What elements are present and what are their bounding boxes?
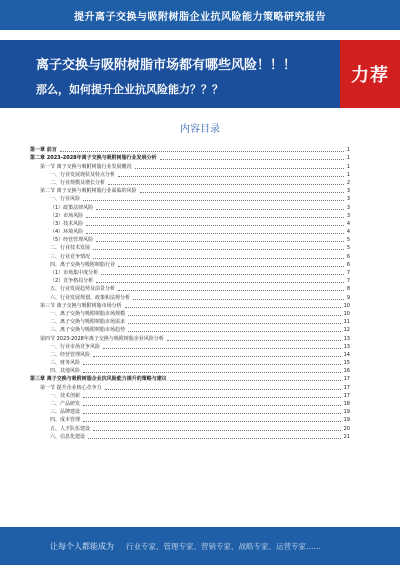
toc-leader-dots (93, 356, 341, 357)
toc-page-number: 3 (346, 212, 350, 219)
toc-page-number: 1 (346, 163, 350, 170)
toc-entry[interactable] (30, 375, 350, 383)
toc-entry[interactable] (30, 400, 350, 408)
toc-leader-dots (83, 413, 341, 414)
toc-entry-text: 二、经营管理风险 (50, 351, 91, 358)
toc-entry-text: 五、行业发展趋势及前景分析 (50, 286, 116, 293)
report-title: 提升离子交换与吸附树脂企业抗风险能力策略研究报告 (74, 11, 326, 23)
toc-entry-text: 三、品牌建设 (50, 409, 81, 416)
toc-entry-text: 第一章 前言 (30, 147, 57, 154)
toc-leader-dots (83, 372, 341, 373)
toc-entry[interactable] (30, 261, 350, 269)
toc-page-number: 4 (346, 229, 350, 236)
toc-page-number: 7 (346, 278, 350, 285)
toc-leader-dots (83, 397, 341, 398)
toc-entry[interactable] (30, 351, 350, 359)
toc-entry-text: 一、技术创新 (50, 392, 81, 399)
toc-entry[interactable] (30, 244, 350, 252)
toc-entry-text: 三、行业竞争情况 (50, 253, 91, 260)
footer-left-text: 让每个人都能成为 (50, 541, 114, 551)
toc-page-number: 13 (343, 343, 350, 350)
table-of-contents (30, 146, 350, 441)
toc-entry-text: 第二章 2023-2028年离子交换与吸附树脂行业发展分析 (30, 155, 157, 162)
toc-page-number: 15 (343, 360, 350, 367)
toc-leader-dots (167, 340, 341, 341)
toc-entry-text: 三、离子交换与吸附树脂市场趋势 (50, 327, 126, 334)
toc-leader-dots (88, 438, 341, 439)
toc-entry[interactable] (30, 326, 350, 334)
toc-leader-dots (105, 389, 341, 390)
toc-page-number: 8 (346, 286, 350, 293)
toc-entry[interactable] (30, 187, 350, 195)
toc-entry-text: （1）政策法律风险 (50, 204, 94, 211)
toc-entry[interactable] (30, 424, 350, 432)
toc-page-number: 17 (343, 384, 350, 391)
toc-entry[interactable] (30, 162, 350, 170)
toc-leader-dots (118, 176, 344, 177)
toc-title: 内容目录 (180, 124, 220, 135)
toc-leader-dots (83, 421, 341, 422)
toc-page-number: 18 (343, 401, 350, 407)
toc-entry[interactable] (30, 179, 350, 187)
toc-page-number: 19 (343, 409, 350, 416)
toc-entry[interactable] (30, 154, 350, 162)
recommend-badge: 力荐 (340, 40, 400, 108)
toc-leader-dots (83, 200, 344, 201)
toc-page-number: 4 (346, 220, 350, 227)
toc-entry-text: 二、产品研发 (50, 401, 81, 407)
toc-leader-dots (101, 274, 344, 275)
toc-entry[interactable] (30, 252, 350, 260)
toc-entry-text: （2）竞争格局分析 (50, 278, 94, 285)
toc-page-number: 10 (343, 310, 350, 317)
toc-leader-dots (108, 184, 344, 185)
toc-entry[interactable] (30, 310, 350, 318)
toc-page-number: 21 (343, 433, 350, 440)
footer-banner (0, 527, 400, 565)
toc-entry-text: （4）环境风险 (50, 229, 84, 236)
toc-entry[interactable] (30, 343, 350, 351)
toc-leader-dots (118, 266, 344, 267)
headline-banner (0, 40, 400, 108)
toc-entry-text: 第一节 离子交换与吸附树脂行业发展概况 (40, 163, 132, 170)
toc-entry-text: （1）市场集中度分析 (50, 270, 99, 276)
toc-page-number: 17 (343, 392, 350, 399)
toc-entry[interactable] (30, 285, 350, 293)
toc-page-number: 17 (343, 376, 350, 383)
toc-entry-text: 一、行业市场竞争风险 (50, 343, 101, 350)
toc-page-number: 10 (343, 302, 350, 309)
toc-entry[interactable] (30, 408, 350, 416)
toc-entry[interactable] (30, 146, 350, 154)
toc-entry[interactable] (30, 359, 350, 367)
toc-leader-dots (96, 209, 344, 210)
toc-leader-dots (93, 258, 344, 259)
toc-leader-dots (93, 249, 344, 250)
toc-entry-text: 四、其他风险 (50, 368, 81, 375)
toc-page-number: 1 (346, 171, 350, 178)
toc-leader-dots (96, 282, 344, 283)
toc-entry-text: 四、成本管理 (50, 417, 81, 424)
toc-entry-text: （3）技术风险 (50, 220, 84, 227)
toc-entry-text: 二、行业技术发展 (50, 245, 91, 252)
toc-entry[interactable] (30, 236, 350, 244)
top-banner (0, 0, 400, 30)
toc-page-number: 7 (346, 270, 350, 276)
toc-page-number: 12 (343, 327, 350, 334)
toc-entry-text: 第三节 离子交换与吸附树脂市场分析 (40, 302, 122, 309)
toc-entry-text: 一、行业发展现状及特点分析 (50, 171, 116, 178)
toc-page-number: 20 (343, 425, 350, 432)
toc-entry-text: 五、人才队伍建设 (50, 425, 91, 432)
toc-page-number: 16 (343, 368, 350, 375)
toc-page-number: 5 (346, 245, 350, 252)
toc-leader-dots (135, 168, 344, 169)
subheadline: 那么，如何提升企业抗风险能力？？？ (36, 83, 223, 96)
toc-entry-text: 三、财务风险 (50, 360, 81, 367)
toc-page-number: 3 (346, 204, 350, 211)
toc-entry[interactable] (30, 277, 350, 285)
toc-page-number: 6 (346, 261, 350, 268)
toc-page-number: 13 (343, 335, 350, 342)
toc-entry-text: 第三章 离子交换与吸附树脂企业抗风险能力提升的策略与建议 (30, 376, 167, 383)
toc-entry-text: 第四节 2023-2028年离子交换与吸附树脂企业风险分析 (40, 335, 164, 342)
toc-leader-dots (140, 192, 344, 193)
toc-leader-dots (128, 331, 341, 332)
toc-entry[interactable] (30, 367, 350, 375)
toc-entry-text: 六、行业发展规划、政策和法规分析 (50, 294, 131, 301)
toc-entry[interactable] (30, 383, 350, 391)
toc-leader-dots (170, 380, 341, 381)
toc-leader-dots (83, 405, 341, 406)
toc-entry-text: 二、行业规模及增长分析 (50, 179, 106, 186)
toc-page-number: 3 (346, 196, 350, 203)
toc-entry-text: 六、信息化建设 (50, 433, 86, 440)
toc-entry[interactable] (30, 416, 350, 424)
toc-leader-dots (103, 348, 341, 349)
toc-entry[interactable] (30, 392, 350, 400)
toc-leader-dots (83, 364, 341, 365)
toc-page-number: 19 (343, 417, 350, 424)
toc-entry-text: 二、离子交换与吸附树脂市场需求 (50, 319, 126, 326)
toc-page-number: 1 (346, 147, 350, 154)
toc-entry-text: 四、离子交换与吸附树脂行业 (50, 261, 116, 268)
toc-leader-dots (128, 315, 341, 316)
toc-entry[interactable] (30, 302, 350, 310)
toc-page-number: 11 (343, 319, 350, 326)
toc-leader-dots (86, 233, 344, 234)
toc-leader-dots (86, 217, 344, 218)
toc-entry-text: 一、行业风险 (50, 196, 81, 203)
toc-leader-dots (96, 241, 344, 242)
toc-leader-dots (133, 299, 344, 300)
toc-entry-text: （2）市场风险 (50, 212, 84, 219)
toc-entry[interactable] (30, 269, 350, 277)
toc-entry[interactable] (30, 334, 350, 342)
toc-entry[interactable] (30, 195, 350, 203)
toc-leader-dots (118, 290, 344, 291)
toc-page-number: 5 (346, 237, 350, 244)
toc-entry-text: 一、离子交换与吸附树脂市场规模 (50, 310, 126, 317)
toc-entry[interactable] (30, 171, 350, 179)
toc-page-number: 14 (343, 351, 350, 358)
toc-entry[interactable] (30, 293, 350, 301)
toc-page-number: 2 (346, 179, 350, 186)
footer-right-text: 行业专家、管理专家、营销专家、战略专家、运营专家…… (126, 541, 321, 551)
toc-entry[interactable] (30, 212, 350, 220)
toc-leader-dots (128, 323, 341, 324)
toc-entry[interactable] (30, 228, 350, 236)
toc-page-number: 6 (346, 253, 350, 260)
toc-entry-text: （5）经营管理风险 (50, 237, 94, 244)
toc-entry[interactable] (30, 203, 350, 211)
toc-entry[interactable] (30, 433, 350, 441)
toc-entry-text: 第二节 离子交换与吸附树脂行业面临的风险 (40, 188, 137, 195)
toc-page-number: 1 (346, 155, 350, 162)
toc-entry[interactable] (30, 220, 350, 228)
toc-page-number: 3 (346, 188, 350, 195)
toc-entry-text: 第一节 提升企业核心竞争力 (40, 384, 102, 391)
toc-leader-dots (60, 151, 344, 152)
toc-leader-dots (86, 225, 344, 226)
toc-entry[interactable] (30, 318, 350, 326)
toc-page-number: 9 (346, 294, 350, 301)
toc-leader-dots (125, 307, 341, 308)
toc-leader-dots (160, 159, 344, 160)
headline: 离子交换与吸附树脂市场都有哪些风险！！！ (36, 58, 297, 73)
toc-leader-dots (93, 430, 341, 431)
